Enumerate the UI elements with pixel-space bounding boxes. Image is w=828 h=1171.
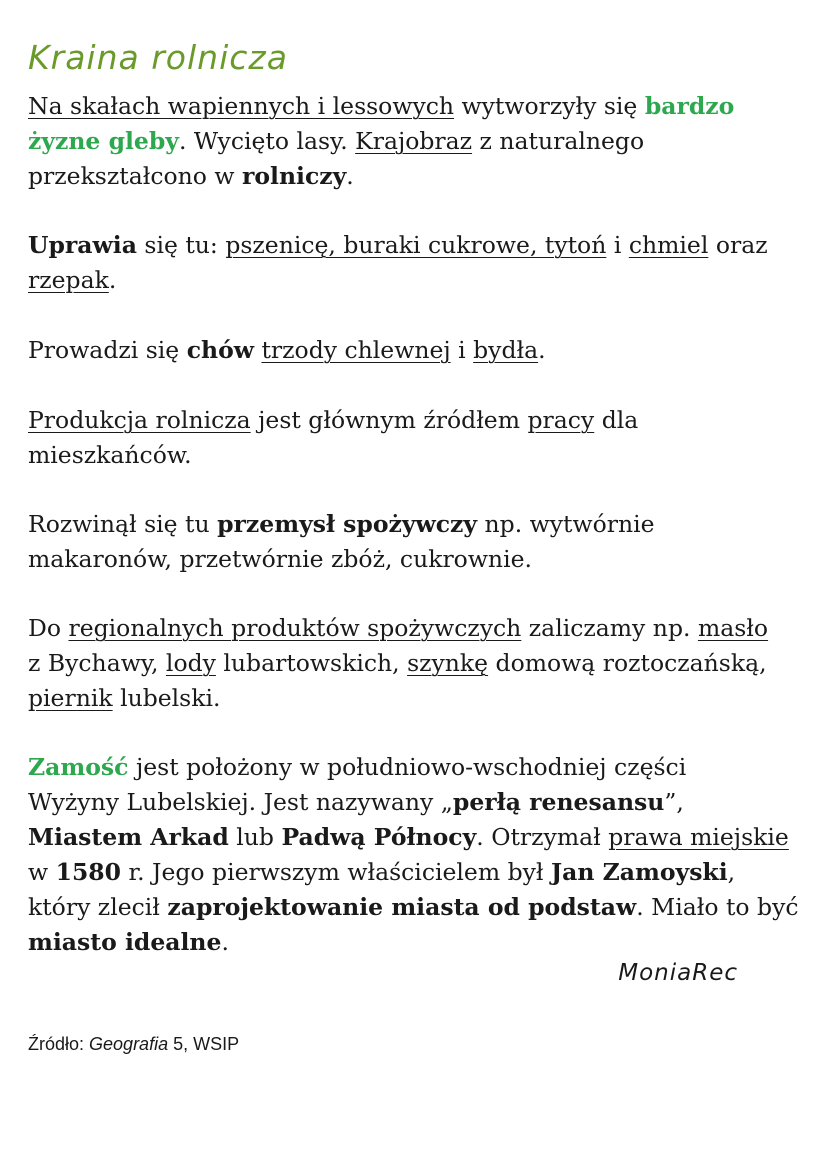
- bold-phrase: Miastem Arkad: [28, 823, 229, 851]
- highlight-green: żyzne gleby: [28, 127, 179, 155]
- underlined-phrase: rzepak: [28, 266, 109, 294]
- source-book-title: Geografia: [89, 1034, 169, 1054]
- underlined-phrase: chmiel: [628, 231, 709, 259]
- text-run: ,: [727, 858, 736, 886]
- text-run: lubelski.: [112, 684, 221, 712]
- source-citation: [28, 1034, 239, 1055]
- text-run: zaliczamy np.: [521, 614, 698, 642]
- text-run: makaronów, przetwórnie zbóż, cukrownie.: [28, 545, 532, 573]
- paragraph-crops: [28, 228, 808, 298]
- text-run: oraz: [708, 231, 768, 259]
- bold-phrase: perłą renesansu: [452, 788, 665, 816]
- page-title: Kraina rolnicza: [28, 38, 288, 77]
- text-run: przekształcono w: [28, 162, 242, 190]
- text-run: Prowadzi się: [28, 336, 187, 364]
- paragraph-regional-products: [28, 611, 808, 716]
- source-rest: 5, WSIP: [168, 1034, 240, 1054]
- text-run: jest głównym źródłem: [250, 406, 528, 434]
- text-run: z naturalnego: [472, 127, 645, 155]
- underlined-phrase: lody: [165, 649, 216, 677]
- highlight-green: Zamość: [28, 753, 129, 781]
- text-run: i: [606, 231, 629, 259]
- bold-phrase: 1580: [55, 858, 121, 886]
- text-run: się tu:: [136, 231, 226, 259]
- underlined-phrase: Na skałach wapiennych i lessowych: [28, 92, 455, 120]
- author-signature: MoniaRec: [618, 960, 738, 986]
- text-run: . Miało to być: [636, 893, 799, 921]
- text-run: .: [538, 336, 546, 364]
- text-run: lubartowskich,: [215, 649, 408, 677]
- paragraph-industry: [28, 507, 808, 577]
- text-run: .: [108, 266, 117, 294]
- bold-phrase: Jan Zamoyski: [551, 858, 728, 886]
- text-run: .: [346, 162, 354, 190]
- text-run: mieszkańców.: [28, 441, 192, 469]
- underlined-phrase: piernik: [28, 684, 113, 712]
- source-label: Źródło:: [28, 1034, 90, 1054]
- text-run: Wyżyny Lubelskiej. Jest nazywany „: [28, 788, 453, 816]
- bold-phrase: Padwą Północy: [281, 823, 477, 851]
- underlined-phrase: masło: [697, 614, 769, 642]
- paragraph-soils: [28, 89, 808, 194]
- underlined-phrase: Krajobraz: [355, 127, 473, 155]
- text-run: dla: [594, 406, 639, 434]
- text-run: z Bychawy,: [28, 649, 166, 677]
- text-run: r. Jego pierwszym właścicielem był: [121, 858, 551, 886]
- bold-phrase: miasto idealne: [28, 928, 222, 956]
- text-run: w: [28, 858, 56, 886]
- paragraph-production: [28, 403, 808, 473]
- underlined-phrase: trzody chlewnej: [261, 336, 451, 364]
- bold-phrase: przemysł spożywczy: [217, 510, 478, 538]
- underlined-phrase: prawa miejskie: [608, 823, 789, 851]
- text-run: ”,: [664, 788, 684, 816]
- paragraph-livestock: [28, 333, 808, 368]
- underlined-phrase: regionalnych produktów spożywczych: [68, 614, 522, 642]
- bold-phrase: rolniczy: [241, 162, 347, 190]
- underlined-phrase: bydła: [473, 336, 539, 364]
- text-run: który zlecił: [28, 893, 168, 921]
- underlined-phrase: Produkcja rolnicza: [28, 406, 251, 434]
- bold-phrase: zaprojektowanie miasta od podstaw: [167, 893, 637, 921]
- underlined-phrase: pracy: [527, 406, 595, 434]
- text-run: . Otrzymał: [476, 823, 609, 851]
- text-run: lub: [228, 823, 282, 851]
- paragraph-zamosc: [28, 750, 808, 960]
- text-run: jest położony w południowo-wschodniej części: [128, 753, 687, 781]
- text-run: wytworzyły się: [454, 92, 645, 120]
- text-run: . Wycięto lasy.: [178, 127, 356, 155]
- underlined-phrase: pszenicę, buraki cukrowe, tytoń: [225, 231, 607, 259]
- highlight-green: bardzo: [644, 92, 735, 120]
- text-run: .: [221, 928, 229, 956]
- text-run: i: [450, 336, 474, 364]
- bold-phrase: Uprawia: [28, 231, 137, 259]
- text-run: domową roztoczańską,: [488, 649, 767, 677]
- text-run: Rozwinął się tu: [28, 510, 218, 538]
- text-run: Do: [28, 614, 69, 642]
- underlined-phrase: szynkę: [407, 649, 489, 677]
- text-run: np. wytwórnie: [477, 510, 655, 538]
- bold-phrase: chów: [186, 336, 254, 364]
